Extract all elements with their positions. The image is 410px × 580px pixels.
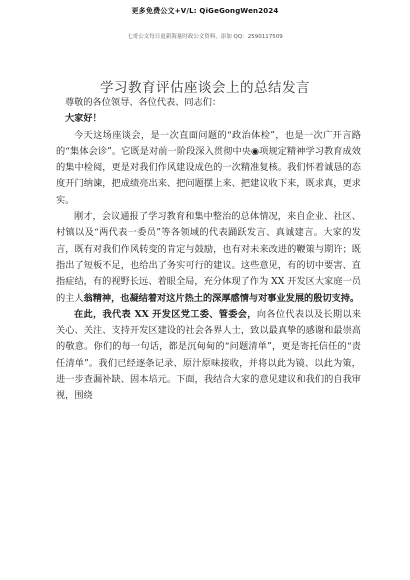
top-promo-note: 更多免费公文+V/L: QiGeGongWen2024 xyxy=(131,7,279,15)
contact-note: 七哥公文每日更新海量时政公文资料，添加 QQ：2590117509 xyxy=(127,34,283,40)
paragraph-2 xyxy=(56,209,361,307)
paragraph-3-text: 向各位代表以及长期以来关心、关注、支持开发区建设的社会各界人士，致以最真挚的感谢和最崇高的敬意。你们的每一句话，都是沉甸甸的“问题清单”，更是寄托信任的“责任清单”。我们已经逐条记录、原汁原味接收，并将以此为镜、以此为策，进一步查漏补缺、固本培元。下面，我结合大家的意见建议和我们的自我审视，围绕 xyxy=(56,308,362,402)
paragraph-2-bold-2: 支持。 xyxy=(331,292,360,304)
page-title: 学习教育评估座谈会上的总结发言 xyxy=(100,80,310,96)
paragraph-3 xyxy=(56,307,361,405)
paragraph-2-text: 刚才，会议通报了学习教育和集中整治的总体情况，来自企业、社区、村镇以及“两代表一委员”等各领域的代表踊跃发言、真诚建言。大家的发言，既有对我们作风转变的肯定与鼓励，也有对未来改进的鞭策与期许；既指出了短板不足，也给出了务实可行的建议。这些意见，有的切中要害、直指症结，有的视野长远、着眼全局，充分体现了作为 XX 开发区大家庭一员的主人 xyxy=(56,211,361,304)
greeting: 大家好！ xyxy=(65,113,102,125)
document-body xyxy=(56,95,361,405)
salutation: 尊敬的各位领导、各位代表、同志们： xyxy=(65,97,222,108)
paragraph-1: 今天这场座谈会，是一次直面问题的“政治体检”，也是一次广开言路的“集体会诊”。它既是对前一阶段深入贯彻中央◉项规定精神学习教育成效的集中检阅，更是对我们作风建设成色的一次精准复核。我们怀着诚恳的态度开门纳谏，把成绩亮出来、把问题摆上来、把建议收下来，既求真，更求实。 xyxy=(56,129,361,206)
paragraph-3-lead: 在此，我代表 XX 开发区党工委、管委会， xyxy=(74,308,257,320)
paragraph-2-bold-1: 翁精神，也凝结着对这片热土的深厚感情与对事业发展的殷切 xyxy=(83,292,332,304)
